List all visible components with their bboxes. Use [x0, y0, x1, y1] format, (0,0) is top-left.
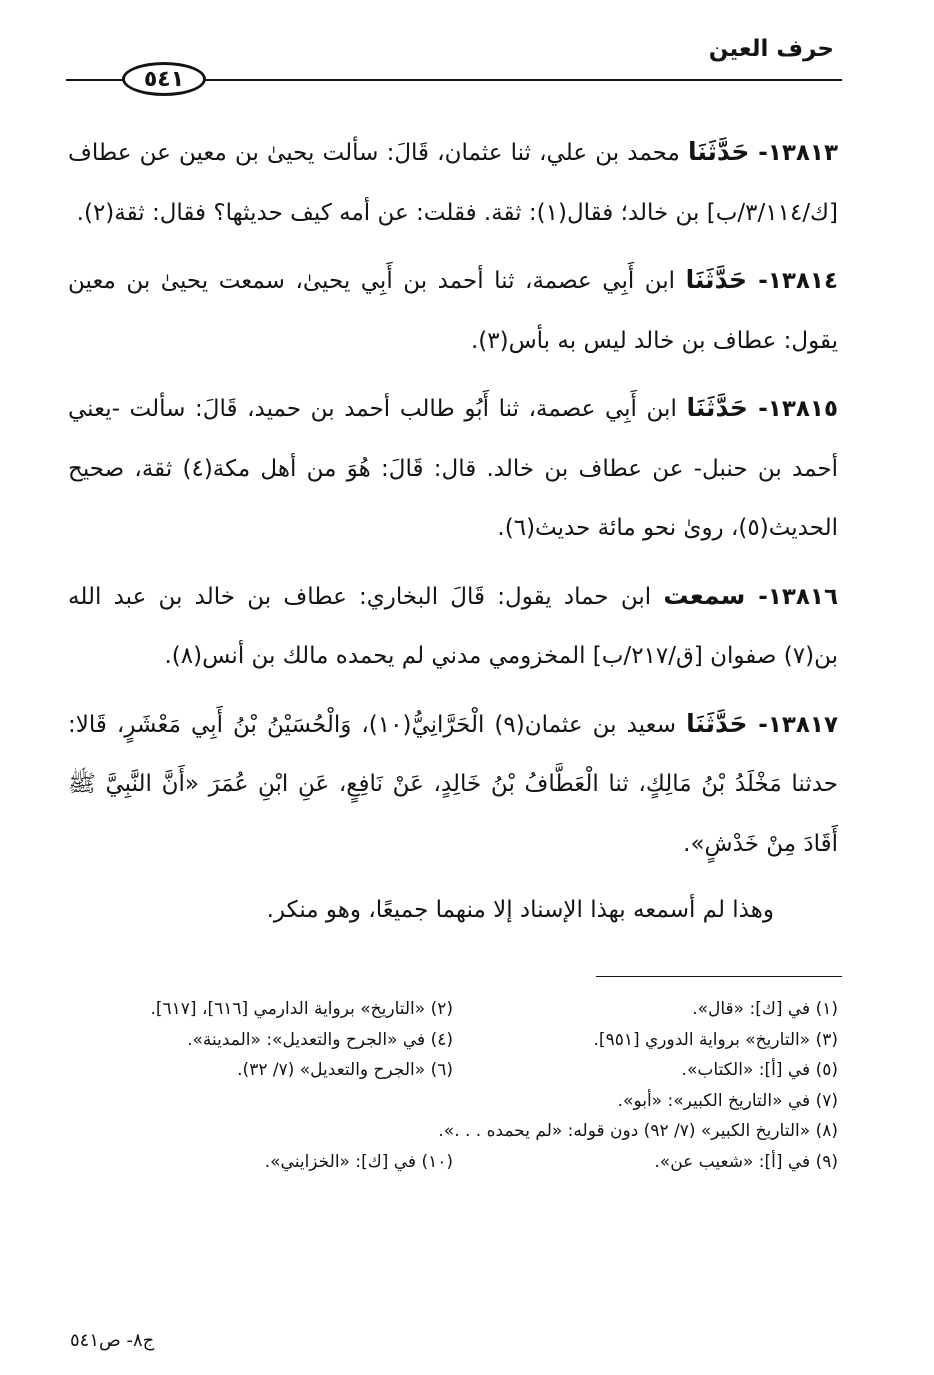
footnote-1: (١) في [ك]: «قال».	[692, 999, 838, 1019]
footnote-3: (٣) «التاريخ» برواية الدوري [٩٥١].	[593, 1029, 838, 1050]
footnote-4: (٤) في «الجرح والتعديل»: «المدينة».	[187, 1029, 453, 1050]
volume-page-reference: ج٨- ص٥٤١	[70, 1330, 155, 1351]
hadith-entry: ١٣٨١٥- حَدَّثَنَا ابن أَبِي عصمة، ثنا أَبُو طالب أحمد بن حميد، قَالَ: سألت -يعني أحمد بن حنبل- عن عطاف بن خالد. قال: قَالَ: هُوَ من أهل مكة(٤) ثقة، صحيح الحديث(٥)، روىٰ نحو مائة حديث(٦).	[68, 393, 838, 541]
hadith-entry: ١٣٨١٣- حَدَّثَنَا محمد بن علي، ثنا عثمان، قَالَ: سألت يحيىٰ بن معين عن عطاف [ك/٣/١١٤/ب] بن خالد؛ فقال(١): ثقة. فقلت: عن أمه كيف حديثها؟ فقال: ثقة(٢).	[68, 137, 839, 226]
entry-number: ١٣٨١٣	[767, 140, 839, 166]
hadith-entry: ١٣٨١٦- سمعت ابن حماد يقول: قَالَ البخاري: عطاف بن خالد بن عبد الله بن(٧) صفوان [ق/٢١٧/ب] المخزومي مدني لم يحمده مالك بن أنس(٨).	[68, 580, 839, 669]
footnote-row	[68, 1086, 838, 1117]
footnote-row	[68, 1055, 838, 1086]
hadith-entry: ١٣٨١٧- حَدَّثَنَا سعيد بن عثمان(٩) الْحَرَّانِيُّ(١٠)، وَالْحُسَيْنُ بْنُ أَبِي مَعْشَرٍ، قَالا: حدثنا مَخْلَدُ بْنُ مَالِكٍ، ثنا الْعَطَّافُ بْنُ خَالِدٍ، عَنْ نَافِعٍ، عَنِ ابْنِ عُمَرَ «أَنَّ النَّبِيَّ ﷺ أَقَادَ مِنْ خَدْشٍ».	[68, 708, 839, 857]
entry-keyword: حَدَّثَنَا	[686, 393, 748, 422]
footnote-9: (٩) في [أ]: «شعيب عن».	[654, 1151, 838, 1172]
footnote-row	[68, 1116, 838, 1147]
entry-number: ١٣٨١٥	[767, 396, 838, 422]
hadith-entry: ١٣٨١٤- حَدَّثَنَا ابن أَبِي عصمة، ثنا أحمد بن أَبِي يحيىٰ، سمعت يحيىٰ بن معين يقول: عطاف بن خالد ليس به بأس(٣).	[68, 265, 839, 354]
entry-keyword: حَدَّثَنَا	[686, 708, 748, 738]
main-text	[68, 122, 838, 948]
entry-number: ١٣٨١٤	[767, 268, 839, 294]
footnote-7: (٧) في «التاريخ الكبير»: «أبو».	[617, 1090, 838, 1111]
entry-text: محمد بن علي، ثنا عثمان، قَالَ: سألت يحيىٰ بن معين عن عطاف [ك/٣/١١٤/ب] بن خالد؛ فقال(١): ثقة. فقلت: عن أمه كيف حديثها؟ فقال: ثقة(٢).	[68, 140, 838, 226]
entry-text: سعيد بن عثمان(٩) الْحَرَّانِيُّ(١٠)، وَالْحُسَيْنُ بْنُ أَبِي مَعْشَرٍ، قَالا: حدثنا مَخْلَدُ بْنُ مَالِكٍ، ثنا الْعَطَّافُ بْنُ خَالِدٍ، عَنْ نَافِعٍ، عَنِ ابْنِ عُمَرَ «أَنَّ النَّبِيَّ ﷺ أَقَادَ مِنْ خَدْشٍ».	[68, 711, 838, 857]
footnote-separator	[596, 976, 842, 977]
footnote-2: (٢) «التاريخ» برواية الدارمي [٦١٦]، [٦١٧].	[150, 999, 453, 1019]
footnote-5: (٥) في [أ]: «الكتاب».	[681, 1060, 838, 1080]
page-number-badge: ٥٤١	[122, 62, 206, 96]
entry-number: ١٣٨١٧	[767, 711, 839, 738]
entry-keyword: سمعت	[663, 580, 746, 610]
footnote-8: (٨) «التاريخ الكبير» (٧/ ٩٢) دون قوله: «لم يحمده . . .».	[438, 1121, 838, 1141]
footnote-10: (١٠) في [ك]: «الخزايني».	[264, 1151, 453, 1172]
footnote-row	[68, 1025, 838, 1056]
closing-remark: وهذا لم أسمعه بهذا الإسناد إلا منهما جميعًا، وهو منكر.	[266, 897, 774, 923]
entry-keyword: حَدَّثَنَا	[685, 265, 748, 294]
entry-text: ابن أَبِي عصمة، ثنا أحمد بن أَبِي يحيىٰ، سمعت يحيىٰ بن معين يقول: عطاف بن خالد ليس به بأس(٣).	[68, 268, 838, 354]
entry-number: ١٣٨١٦	[767, 583, 839, 610]
footnote-row	[68, 1147, 838, 1178]
footnote-6: (٦) «الجرح والتعديل» (٧/ ٣٢).	[237, 1060, 453, 1080]
entry-text: ابن حماد يقول: قَالَ البخاري: عطاف بن خالد بن عبد الله بن(٧) صفوان [ق/٢١٧/ب] المخزومي مدني لم يحمده مالك بن أنس(٨).	[68, 583, 838, 669]
entry-text: ابن أَبِي عصمة، ثنا أَبُو طالب أحمد بن حميد، قَالَ: سألت -يعني أحمد بن حنبل- عن عطاف بن خالد. قال: قَالَ: هُوَ من أهل مكة(٤) ثقة، صحيح الحديث(٥)، روىٰ نحو مائة حديث(٦).	[68, 396, 838, 541]
chapter-title: حرف العين	[708, 36, 834, 62]
footnotes	[68, 994, 838, 1177]
footnote-row	[68, 994, 838, 1025]
entry-keyword: حَدَّثَنَا	[687, 137, 750, 166]
